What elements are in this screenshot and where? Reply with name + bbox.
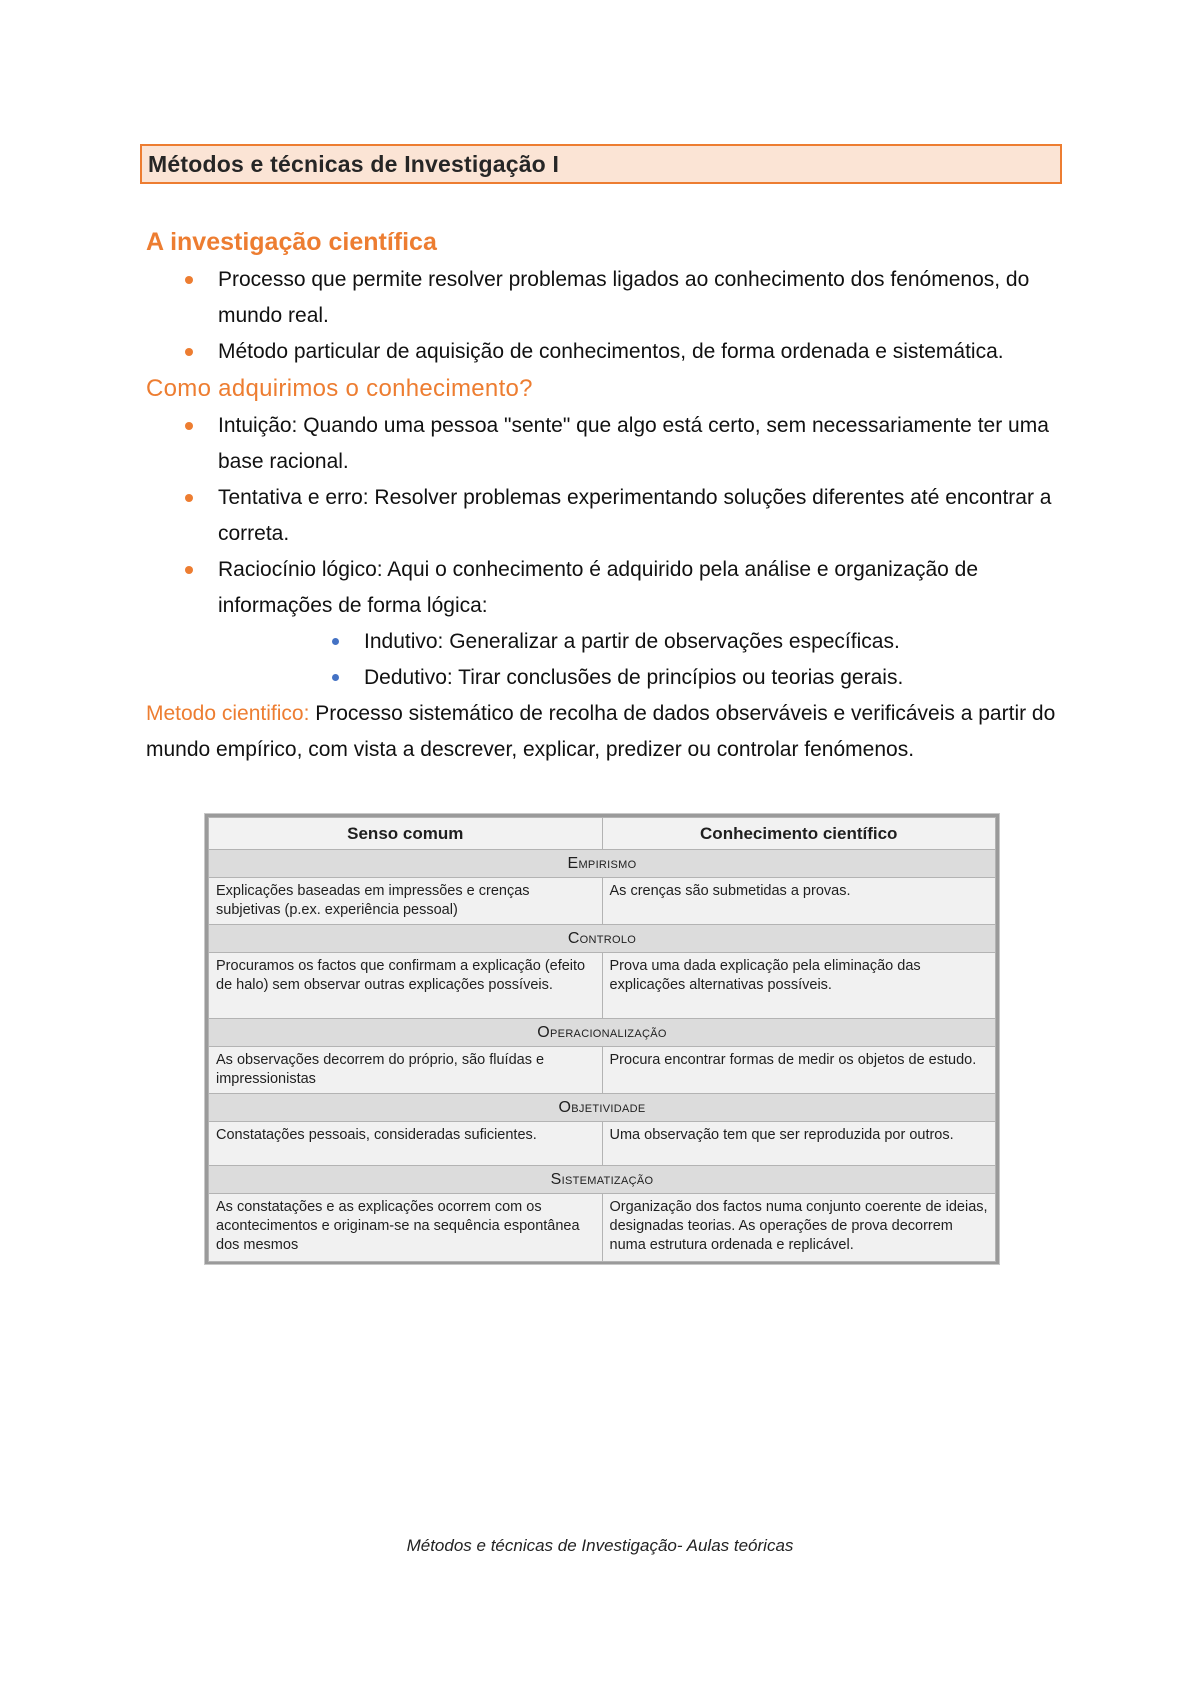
term-description: Tirar conclusões de princípios ou teorias gerais.: [452, 666, 904, 689]
list-item: [146, 552, 1066, 624]
table-cell: As observações decorrem do próprio, são fluídas e impressionistas: [209, 1047, 603, 1094]
table-section-objetividade: Objetividade: [209, 1094, 996, 1122]
term-description: Quando uma pessoa "sente" que algo está certo, sem necessariamente ter uma base racional.: [218, 414, 1049, 473]
term-trial-error: Tentativa e erro:: [218, 486, 369, 509]
table-cell: Prova uma dada explicação pela eliminação das explicações alternativas possíveis.: [602, 953, 996, 1019]
list-item: Processo que permite resolver problemas ligados ao conhecimento dos fenómenos, do mundo real.: [146, 262, 1066, 334]
scientific-method-text: Processo sistemático de recolha de dados observáveis e verificáveis a partir do mundo empírico, com vista a descrever, explicar, predizer ou controlar fenómenos.: [146, 702, 1056, 761]
content: [146, 222, 1066, 768]
table-cell: Procuramos os factos que confirmam a explicação (efeito de halo) sem observar outras explicações possíveis.: [209, 953, 603, 1019]
list-item: [146, 408, 1066, 480]
document-title: Métodos e técnicas de Investigação I: [148, 150, 560, 177]
term-inductive: Indutivo:: [364, 630, 444, 653]
table-cell: As crenças são submetidas a provas.: [602, 878, 996, 925]
table-header-common-sense: Senso comum: [209, 818, 603, 850]
bullet-list-research: [146, 262, 1066, 370]
scientific-method-paragraph: [146, 696, 1066, 768]
term-intuition: Intuição:: [218, 414, 298, 437]
sub-list-item: [146, 624, 1066, 660]
term-logical-reasoning: Raciocínio lógico:: [218, 558, 383, 581]
comparison-table: [208, 817, 996, 1262]
table-section-operacionalizacao: Operacionalização: [209, 1019, 996, 1047]
page-footer: Métodos e técnicas de Investigação- Aulas teóricas: [406, 1536, 794, 1555]
term-description: Resolver problemas experimentando soluções diferentes até encontrar a correta.: [218, 486, 1052, 545]
list-item: Método particular de aquisição de conhecimentos, de forma ordenada e sistemática.: [146, 334, 1066, 370]
sub-list-item: [146, 660, 1066, 696]
section-heading-scientific-research: A investigação científica: [146, 228, 437, 256]
list-item: [146, 480, 1066, 552]
table-cell: As constatações e as explicações ocorrem com os acontecimentos e originam-se na sequência espontânea dos mesmos: [209, 1194, 603, 1262]
comparison-table-image: [205, 814, 999, 1264]
section-heading-knowledge: Como adquirimos o conhecimento?: [146, 375, 533, 402]
table-cell: Constatações pessoais, consideradas suficientes.: [209, 1122, 603, 1166]
table-cell: Explicações baseadas em impressões e crenças subjetivas (p.ex. experiência pessoal): [209, 878, 603, 925]
bullet-list-knowledge: [146, 408, 1066, 624]
table-header-scientific: Conhecimento científico: [602, 818, 996, 850]
term-description: Generalizar a partir de observações específicas.: [443, 630, 900, 653]
table-cell: Procura encontrar formas de medir os objetos de estudo.: [602, 1047, 996, 1094]
sub-bullet-list: [146, 624, 1066, 696]
table-section-empirismo: Empirismo: [209, 850, 996, 878]
term-description: Aqui o conhecimento é adquirido pela análise e organização de informações de forma lógica:: [218, 558, 979, 617]
title-box: [140, 144, 1062, 184]
table-section-controlo: Controlo: [209, 925, 996, 953]
table-section-sistematizacao: Sistematização: [209, 1166, 996, 1194]
table-cell: Uma observação tem que ser reproduzida por outros.: [602, 1122, 996, 1166]
scientific-method-label: Metodo cientifico:: [146, 702, 310, 725]
term-deductive: Dedutivo:: [364, 666, 453, 689]
table-cell: Organização dos factos numa conjunto coerente de ideias, designadas teorias. As operações de prova decorrem numa estrutura ordenada e replicável.: [602, 1194, 996, 1262]
